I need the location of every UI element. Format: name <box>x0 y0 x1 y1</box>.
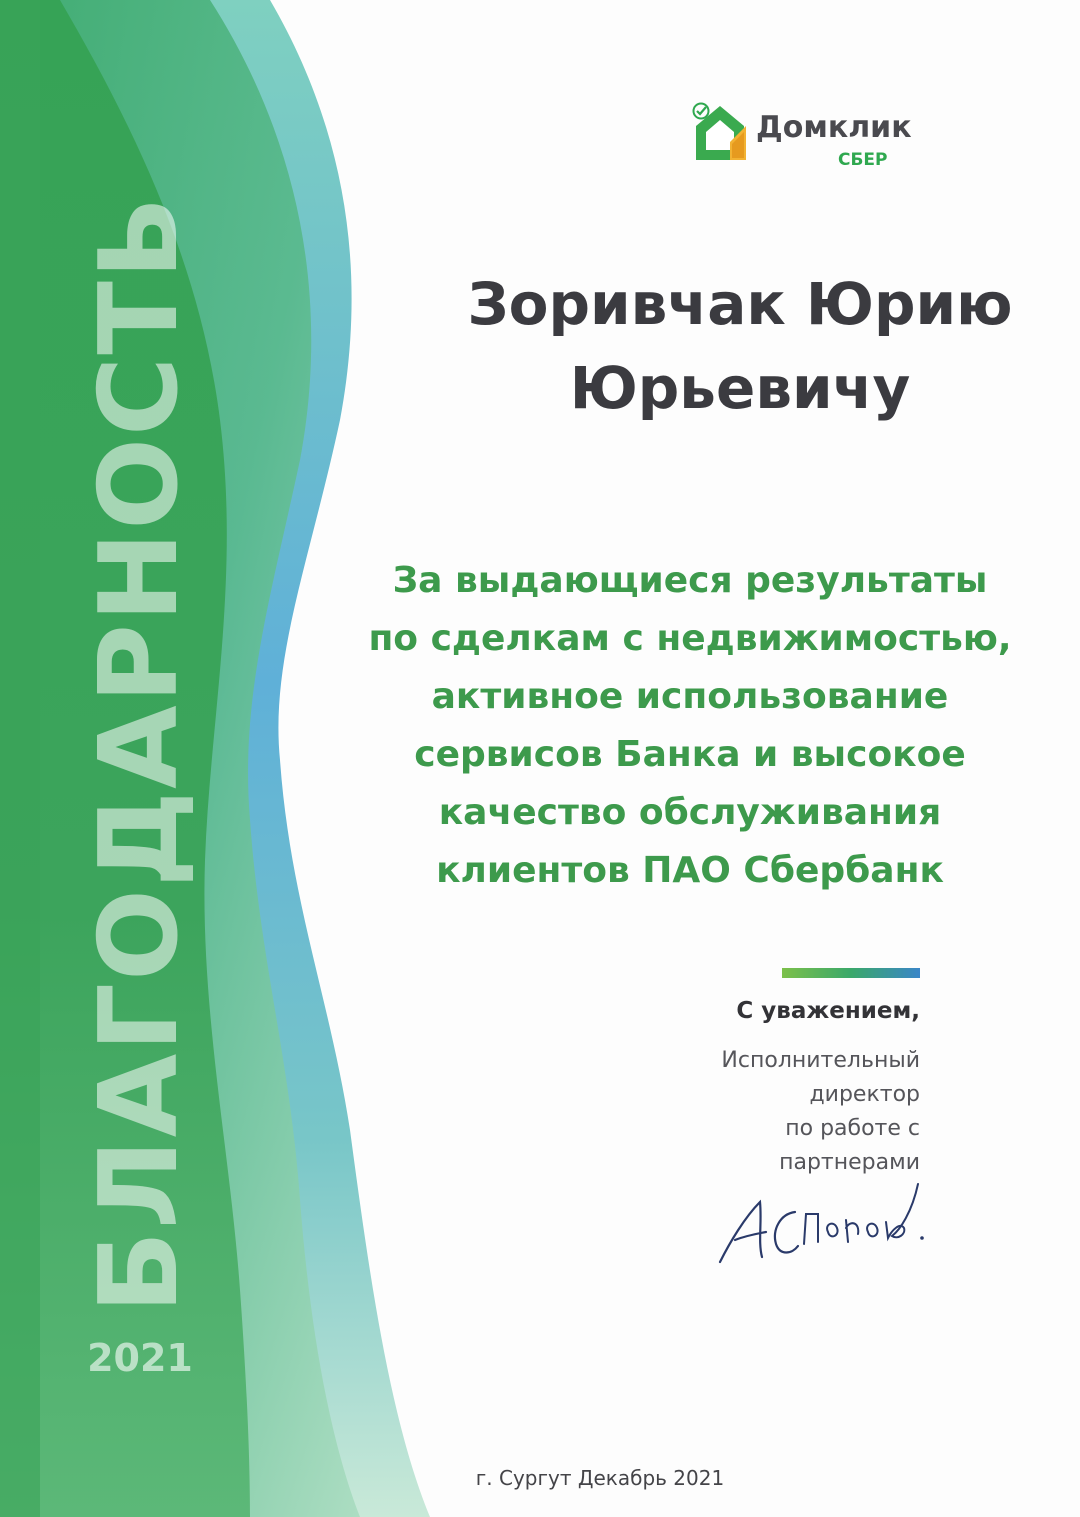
position-line-3: по работе с <box>785 1116 920 1141</box>
logo-sub-sber: СБЕР <box>838 150 888 170</box>
side-year: 2021 <box>87 1336 193 1380</box>
position-line-2: директор <box>809 1082 920 1107</box>
signer-position <box>620 1044 920 1180</box>
recipient-line-1: Зоривчак Юрию <box>467 270 1013 338</box>
footer-place-date: г. Сургут Декабрь 2021 <box>475 1466 725 1490</box>
closing-regards: С уважением, <box>736 998 920 1024</box>
side-title-gratitude: БЛАГОДАРНОСТЬ <box>77 194 202 1314</box>
recipient-name <box>380 262 1080 430</box>
position-line-4: партнерами <box>779 1150 920 1175</box>
reason-line-2: по сделкам с недвижимостью, <box>368 618 1012 659</box>
handwritten-signature <box>700 1172 940 1272</box>
award-reason <box>320 552 1060 900</box>
reason-line-1: За выдающиеся результаты <box>392 560 988 601</box>
reason-line-3: активное использование <box>431 676 949 717</box>
recipient-line-2: Юрьевичу <box>569 354 911 422</box>
sber-check-icon <box>692 102 710 120</box>
reason-line-5: качество обслуживания <box>438 792 942 833</box>
logo-name: Домклик <box>756 110 912 145</box>
gradient-divider <box>782 968 920 978</box>
reason-line-4: сервисов Банка и высокое <box>414 734 966 775</box>
reason-line-6: клиентов ПАО Сбербанк <box>436 850 944 891</box>
position-line-1: Исполнительный <box>721 1048 920 1073</box>
domclick-logo <box>692 98 932 178</box>
